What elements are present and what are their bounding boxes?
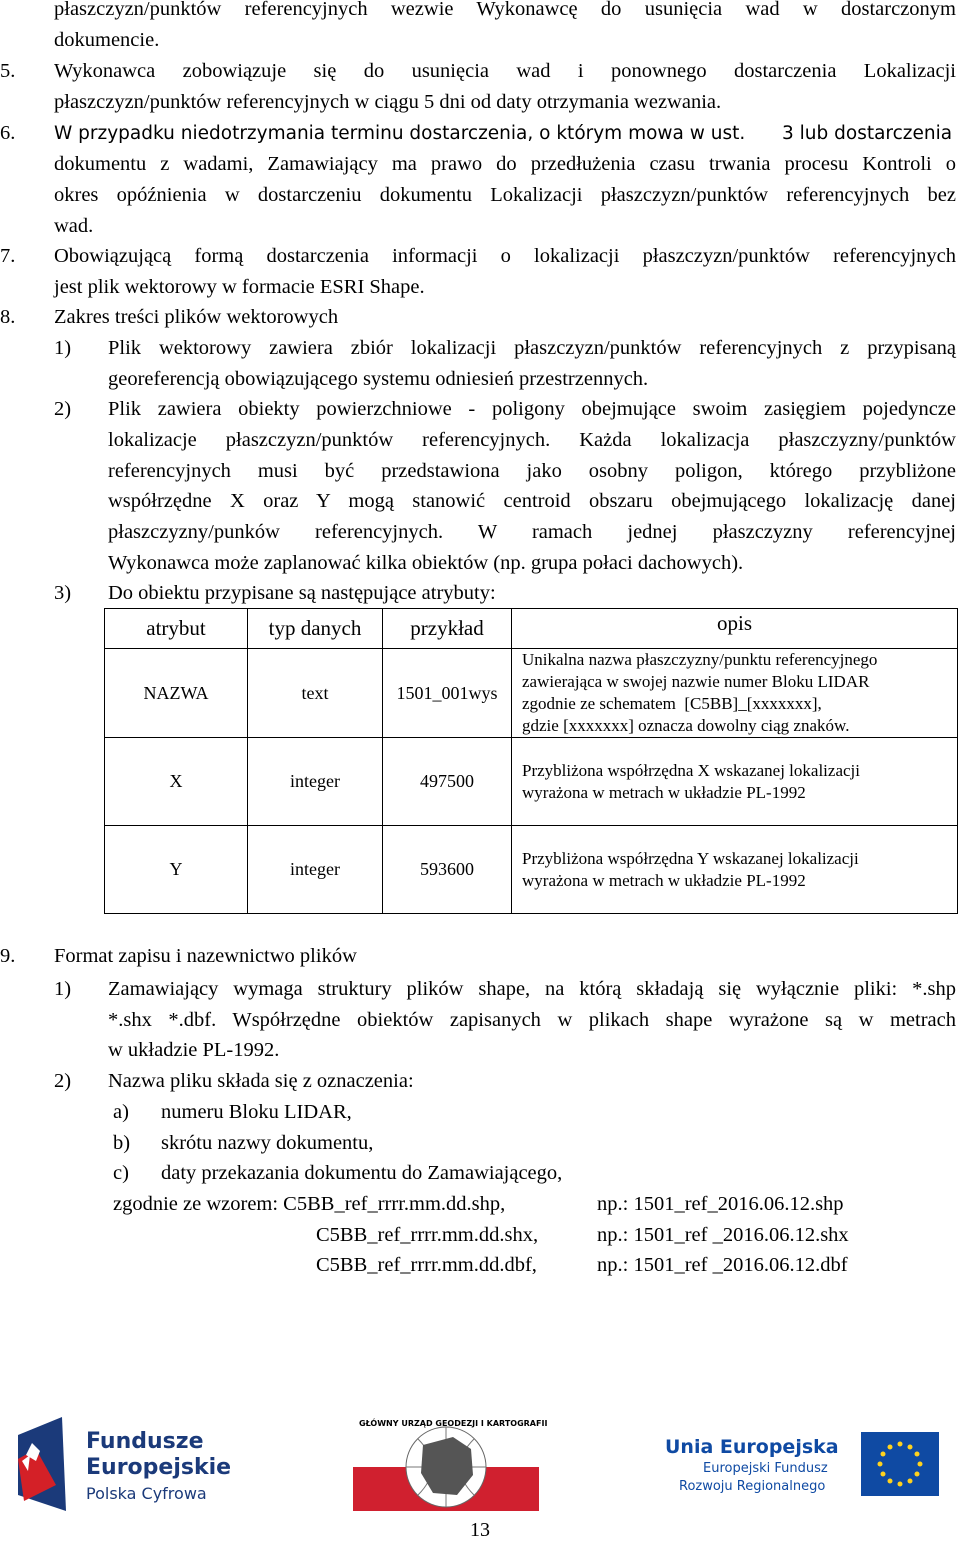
table-cell: NAZWA bbox=[105, 649, 248, 738]
item-number: 2) bbox=[54, 1070, 72, 1092]
ue-line: Europejski Fundusz bbox=[703, 1461, 828, 1476]
attributes-table bbox=[104, 608, 958, 914]
description-line: zawierająca w swojej nazwie numer Bloku LIDAR bbox=[522, 672, 870, 691]
item-number: 7. bbox=[0, 245, 16, 267]
description-line: Przybliżona współrzędna X wskazanej lokalizacji bbox=[522, 760, 860, 780]
table-row bbox=[105, 826, 958, 914]
table-row bbox=[105, 738, 958, 826]
gugik-emblem-icon bbox=[353, 1415, 548, 1511]
text-line: 3 lub dostarczenia bbox=[782, 123, 953, 144]
text-line: referencyjnych musi być przedstawiona jako osobny poligon, którego przybliżone bbox=[108, 460, 956, 482]
text-line: *.shx *.dbf. Współrzędne obiektów zapisanych w plikach shape wyrażone są w metrach bbox=[108, 1009, 956, 1031]
example-line: np.: 1501_ref _2016.06.12.dbf bbox=[597, 1254, 848, 1276]
text-line: georeferencją obowiązującego systemu odniesień przestrzennych. bbox=[108, 368, 649, 390]
text-line: Zamawiający wymaga struktury plików shape, na którą składają się wyłącznie pliki: *.shp bbox=[108, 978, 956, 1000]
text-line: Plik wektorowy zawiera zbiór lokalizacji płaszczyzn/punktów referencyjnych z przypisaną bbox=[108, 337, 956, 359]
item-number: 1) bbox=[54, 337, 72, 359]
table-cell: integer bbox=[248, 738, 383, 826]
pattern-line: C5BB_ref_rrrr.mm.dd.dbf, bbox=[316, 1254, 537, 1276]
text-line: płaszczyzn/punktów referencyjnych w ciągu 5 dni od daty otrzymania wezwania. bbox=[54, 91, 722, 113]
table-row bbox=[105, 649, 958, 738]
text-line: Plik zawiera obiekty powierzchniowe - poligony obejmujące swoim zasięgiem pojedyncze bbox=[108, 398, 956, 420]
table-cell: 1501_001wys bbox=[383, 649, 512, 738]
example-line: np.: 1501_ref _2016.06.12.shx bbox=[597, 1224, 849, 1246]
table-cell: text bbox=[248, 649, 383, 738]
table-header-row bbox=[105, 609, 958, 649]
fe-line: Europejskie bbox=[86, 1455, 232, 1480]
table-cell: 593600 bbox=[383, 826, 512, 914]
example-line: np.: 1501_ref_2016.06.12.shp bbox=[597, 1193, 844, 1215]
table-cell-description bbox=[512, 649, 958, 738]
text-line: Nazwa pliku składa się z oznaczenia: bbox=[108, 1070, 414, 1092]
section-heading: Format zapisu i nazewnictwo plików bbox=[54, 945, 357, 967]
text-line: płaszczyzny/punków referencyjnych. W ramach jednej płaszczyzny referencyjnej bbox=[108, 521, 956, 543]
text-line: płaszczyzn/punktów referencyjnych wezwie Wykonawcę do usunięcia wad w dostarczonym bbox=[54, 0, 956, 20]
description-line: Unikalna nazwa płaszczyzny/punktu referencyjnego bbox=[522, 650, 878, 669]
table-cell: Y bbox=[105, 826, 248, 914]
description-line: zgodnie ze schematem [C5BB]_[xxxxxxx], bbox=[522, 694, 822, 713]
text-line: wad. bbox=[54, 215, 94, 237]
table-cell: X bbox=[105, 738, 248, 826]
page-number: 13 bbox=[470, 1519, 490, 1541]
text-line: w układzie PL-1992. bbox=[108, 1039, 280, 1061]
item-number: 2) bbox=[54, 398, 72, 420]
text-line: Wykonawca może zaplanować kilka obiektów (np. grupa połaci dachowych). bbox=[108, 552, 744, 574]
ue-line: Unia Europejska bbox=[665, 1436, 839, 1458]
text-line: okres opóźnienia w dostarczeniu dokumentu Lokalizacji płaszczyzn/punktów referencyjnych bez bbox=[54, 184, 956, 206]
table-cell-description bbox=[512, 738, 958, 826]
section-heading: Zakres treści plików wektorowych bbox=[54, 306, 339, 328]
text-line: dokumencie. bbox=[54, 29, 160, 51]
table-header-cell: przykład bbox=[383, 609, 512, 649]
fe-line: Polska Cyfrowa bbox=[86, 1484, 207, 1503]
ue-line: Rozwoju Regionalnego bbox=[679, 1479, 826, 1494]
item-number: 1) bbox=[54, 978, 72, 1000]
description-line: Przybliżona współrzędna Y wskazanej lokalizacji bbox=[522, 848, 859, 868]
text-line: jest plik wektorowy w formacie ESRI Shape. bbox=[54, 276, 425, 298]
table-header-cell: typ danych bbox=[248, 609, 383, 649]
item-number: 3) bbox=[54, 582, 72, 604]
text-line: numeru Bloku LIDAR, bbox=[161, 1101, 352, 1123]
text-line: dokumentu z wadami, Zamawiający ma prawo do przedłużenia czasu trwania procesu Kontroli o bbox=[54, 153, 956, 175]
fundusze-europejskie-logo bbox=[14, 1415, 234, 1520]
description-line: gdzie [xxxxxxx] oznacza dowolny ciąg znaków. bbox=[522, 716, 850, 735]
table-header-cell: opis bbox=[512, 609, 958, 649]
description-line: wyrażona w metrach w układzie PL-1992 bbox=[522, 870, 806, 890]
table-header-cell: atrybut bbox=[105, 609, 248, 649]
fe-line: Fundusze bbox=[86, 1429, 204, 1454]
item-number: 6. bbox=[0, 122, 16, 144]
table-cell: integer bbox=[248, 826, 383, 914]
table-cell: 497500 bbox=[383, 738, 512, 826]
text-line: Obowiązującą formą dostarczenia informacji o lokalizacji płaszczyzn/punktów referencyjnych bbox=[54, 245, 956, 267]
pattern-line: C5BB_ref_rrrr.mm.dd.shx, bbox=[316, 1224, 539, 1246]
text-line: skrótu nazwy dokumentu, bbox=[161, 1132, 374, 1154]
description-line: wyrażona w metrach w układzie PL-1992 bbox=[522, 782, 806, 802]
text-line: współrzędne X oraz Y mogą stanowić centroid obszaru obejmującego lokalizację danej bbox=[108, 490, 956, 512]
item-number: 9. bbox=[0, 945, 16, 967]
item-number: 5. bbox=[0, 60, 16, 82]
table-cell-description bbox=[512, 826, 958, 914]
text-line: W przypadku niedotrzymania terminu dostarczenia, o którym mowa w ust. bbox=[54, 123, 746, 144]
gugik-logo bbox=[353, 1415, 548, 1516]
pattern-line: zgodnie ze wzorem: C5BB_ref_rrrr.mm.dd.shp, bbox=[113, 1193, 506, 1215]
text-line: Do obiektu przypisane są następujące atrybuty: bbox=[108, 582, 496, 604]
text-line: Wykonawca zobowiązuje się do usunięcia wad i ponownego dostarczenia Lokalizacji bbox=[54, 60, 956, 82]
eu-flag-icon bbox=[861, 1432, 939, 1496]
item-letter: c) bbox=[113, 1162, 129, 1184]
item-letter: b) bbox=[113, 1132, 131, 1154]
item-letter: a) bbox=[113, 1101, 129, 1123]
gugik-text: GŁÓWNY URZĄD GEODEZJI I KARTOGRAFII bbox=[359, 1419, 548, 1428]
text-line: lokalizacje płaszczyzn/punktów referencyjnych. Każda lokalizacja płaszczyzny/punktów bbox=[108, 429, 956, 451]
item-number: 8. bbox=[0, 306, 16, 328]
text-line: daty przekazania dokumentu do Zamawiającego, bbox=[161, 1162, 563, 1184]
